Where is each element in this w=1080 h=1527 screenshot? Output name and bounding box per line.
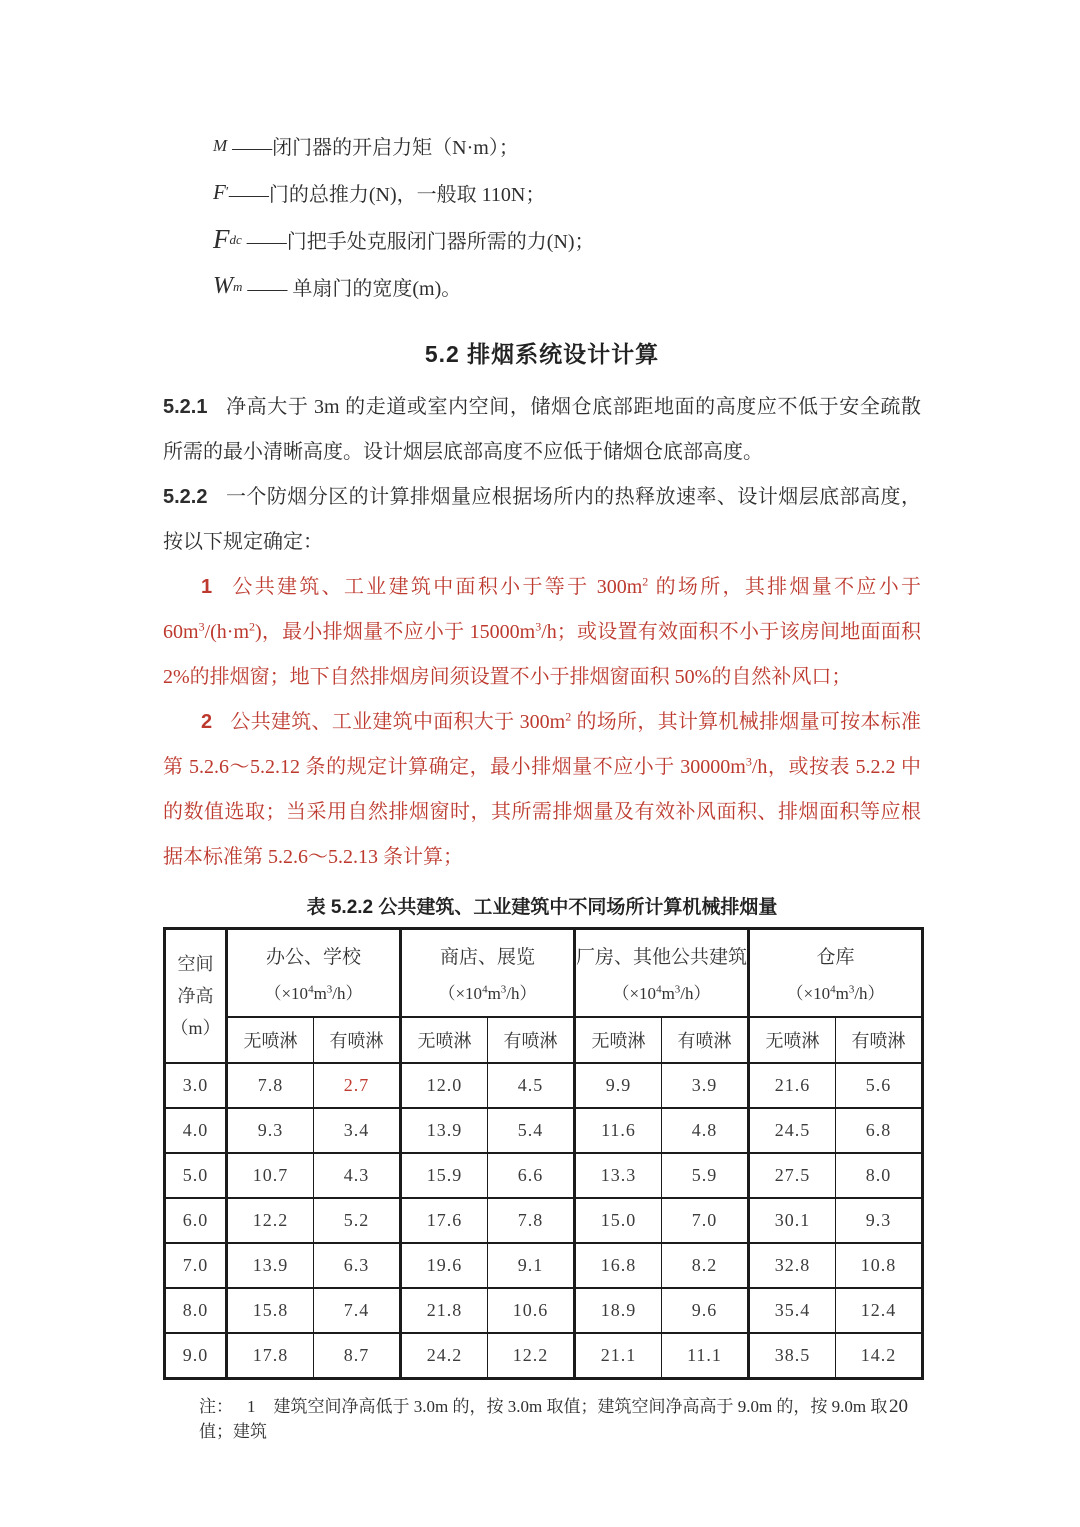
table-cell: 7.0 — [662, 1198, 749, 1243]
clause-5-2-2-item-1: 1 公共建筑、工业建筑中面积小于等于 $300m^2$ 的场所，其排烟量不应小于 $60m^3/(h\cdot m^2)$，最小排烟量不应小于 $15000m^3/h$；或设置有效面积不小于该房间地面面积 2%的排烟窗；地下自然排烟房间须设置不小于排烟窗面积 50%的自然补风口； — [163, 574, 922, 688]
page-number: 20 — [889, 1396, 908, 1417]
table-cell: 12.2 — [488, 1333, 575, 1379]
table-row — [165, 1198, 923, 1243]
definition-line-Wm: W m —— 单扇门的宽度(m)。 — [213, 273, 462, 300]
table-cell: 6.6 — [488, 1153, 575, 1198]
row-height-cell: 6.0 — [165, 1198, 227, 1243]
table-cell: 4.8 — [662, 1108, 749, 1153]
table-cell: 13.9 — [401, 1108, 488, 1153]
table-cell: 11.6 — [575, 1108, 662, 1153]
sub-header-row — [165, 1017, 923, 1063]
table-cell: 16.8 — [575, 1243, 662, 1288]
table-cell: 27.5 — [749, 1153, 836, 1198]
table-cell: 21.6 — [749, 1063, 836, 1108]
column-group-header — [575, 929, 749, 1018]
note-label: 注： — [199, 1397, 233, 1416]
table-cell: 15.9 — [401, 1153, 488, 1198]
table-cell: 5.4 — [488, 1108, 575, 1153]
table-note — [163, 1392, 921, 1442]
table-cell: 24.2 — [401, 1333, 488, 1379]
subcolumn-header: 无喷淋 — [575, 1017, 662, 1063]
table-cell: 8.7 — [314, 1333, 401, 1379]
row-height-cell: 4.0 — [165, 1108, 227, 1153]
column-group-name: 厂房、其他公共建筑 — [576, 947, 748, 968]
column-group-unit: $(\times 10^4m^3/h)$ — [612, 983, 711, 1003]
table-cell: 9.3 — [836, 1198, 923, 1243]
table-cell: 7.8 — [227, 1063, 314, 1108]
table-cell: 7.4 — [314, 1288, 401, 1333]
table-cell: 7.8 — [488, 1198, 575, 1243]
column-group-name: 仓库 — [816, 947, 855, 968]
column-group-unit: $(\times 10^4m^3/h)$ — [438, 983, 537, 1003]
table-cell: 4.3 — [314, 1153, 401, 1198]
clause-5-2-2-item-2: 2 公共建筑、工业建筑中面积大于 $300m^2$ 的场所，其计算机械排烟量可按本标准第 5.2.6～5.2.12 条的规定计算确定，最小排烟量不应小于 $30000m^3/h$，或按表 5.2.2 中的数值选取；当采用自然排烟窗时，其所需排烟量及有效补风面积、排烟面积等应根据本标准第 5.2.6～5.2.13 条计算； — [163, 709, 922, 868]
table-cell: 8.0 — [836, 1153, 923, 1198]
smoke-extraction-table — [163, 927, 924, 1380]
table-cell: 10.8 — [836, 1243, 923, 1288]
row-header-line: 空间 — [177, 954, 214, 974]
table-row — [165, 1108, 923, 1153]
table-cell: 32.8 — [749, 1243, 836, 1288]
table-cell: 38.5 — [749, 1333, 836, 1379]
column-group-unit: $(\times 10^4m^3/h)$ — [264, 983, 363, 1003]
table-cell: 8.2 — [662, 1243, 749, 1288]
table-cell: 3.4 — [314, 1108, 401, 1153]
note-text: 建筑空间净高低于 3.0m 的，按 3.0m 取值；建筑空间净高高于 9.0m 的，按 9.0m 取值；建筑 — [199, 1397, 888, 1441]
table-cell: 12.4 — [836, 1288, 923, 1333]
subcolumn-header: 有喷淋 — [314, 1017, 401, 1063]
table-cell: 21.1 — [575, 1333, 662, 1379]
table-cell: 10.7 — [227, 1153, 314, 1198]
row-header-line: 净高 — [177, 986, 214, 1006]
table-cell: 30.1 — [749, 1198, 836, 1243]
clause-5-2-2: 5.2.2 一个防烟分区的计算排烟量应根据场所内的热释放速率、设计烟层底部高度，按以下规定确定： — [163, 486, 921, 553]
table-cell: 6.8 — [836, 1108, 923, 1153]
table-cell: 9.3 — [227, 1108, 314, 1153]
row-height-cell: 8.0 — [165, 1288, 227, 1333]
table-row — [165, 1288, 923, 1333]
table-cell: 9.6 — [662, 1288, 749, 1333]
table-cell: 15.0 — [575, 1198, 662, 1243]
subcolumn-header: 无喷淋 — [749, 1017, 836, 1063]
section-heading: 5.2 排烟系统设计计算 — [424, 341, 660, 367]
subcolumn-header: 有喷淋 — [662, 1017, 749, 1063]
subcolumn-header: 无喷淋 — [401, 1017, 488, 1063]
table-cell: 5.9 — [662, 1153, 749, 1198]
table-cell: 21.8 — [401, 1288, 488, 1333]
note-number: 1 — [247, 1397, 256, 1416]
table-cell: 17.8 — [227, 1333, 314, 1379]
symbol-definitions — [163, 0, 921, 310]
table-cell: 12.0 — [401, 1063, 488, 1108]
column-group-header — [749, 929, 923, 1018]
table-cell: 10.6 — [488, 1288, 575, 1333]
column-group-header — [227, 929, 401, 1018]
row-height-cell: 7.0 — [165, 1243, 227, 1288]
table-cell: 13.9 — [227, 1243, 314, 1288]
table-cell: 4.5 — [488, 1063, 575, 1108]
subcolumn-header: 有喷淋 — [488, 1017, 575, 1063]
table-cell: 5.6 — [836, 1063, 923, 1108]
definition-line-M: M ——闭门器的开启力矩（N·m）； — [213, 135, 519, 159]
table-cell: 19.6 — [401, 1243, 488, 1288]
group-header-row — [165, 929, 923, 1018]
row-header-cell — [165, 929, 227, 1064]
table-cell: 9.1 — [488, 1243, 575, 1288]
subcolumn-header: 无喷淋 — [227, 1017, 314, 1063]
row-height-cell: 9.0 — [165, 1333, 227, 1379]
table-row — [165, 1243, 923, 1288]
row-header-line: （m） — [170, 1018, 221, 1038]
table-row — [165, 1063, 923, 1108]
table-cell: 3.9 — [662, 1063, 749, 1108]
column-group-name: 办公、学校 — [265, 947, 361, 968]
column-group-name: 商店、展览 — [439, 947, 535, 968]
table-cell: 11.1 — [662, 1333, 749, 1379]
table-cell: 2.7 — [314, 1063, 401, 1108]
table-row — [165, 1153, 923, 1198]
table-caption: 表 5.2.2 公共建筑、工业建筑中不同场所计算机械排烟量 — [306, 897, 778, 918]
table-cell: 12.2 — [227, 1198, 314, 1243]
row-height-cell: 5.0 — [165, 1153, 227, 1198]
table-cell: 14.2 — [836, 1333, 923, 1379]
subcolumn-header: 有喷淋 — [836, 1017, 923, 1063]
row-height-cell: 3.0 — [165, 1063, 227, 1108]
table-cell: 18.9 — [575, 1288, 662, 1333]
table-cell: 15.8 — [227, 1288, 314, 1333]
definition-line-Fdc: F dc ——门把手处克服闭门器所需的力(N)； — [213, 224, 595, 254]
content-column — [163, 0, 921, 1442]
table-cell: 9.9 — [575, 1063, 662, 1108]
table-cell: 5.2 — [314, 1198, 401, 1243]
table-body — [165, 1063, 923, 1379]
definition-line-F-prime: F ′ ——门的总推力(N)，一般取 110N； — [213, 180, 546, 206]
table-cell: 35.4 — [749, 1288, 836, 1333]
table-cell: 17.6 — [401, 1198, 488, 1243]
table-cell: 13.3 — [575, 1153, 662, 1198]
column-group-header — [401, 929, 575, 1018]
table-row — [165, 1333, 923, 1379]
column-group-unit: $(\times 10^4m^3/h)$ — [786, 983, 885, 1003]
table-cell: 6.3 — [314, 1243, 401, 1288]
table-cell: 24.5 — [749, 1108, 836, 1153]
clause-5-2-1: 5.2.1 净高大于 3m 的走道或室内空间，储烟仓底部距地面的高度应不低于安全疏散所需的最小清晰高度。设计烟层底部高度不应低于储烟仓底部高度。 — [163, 396, 921, 463]
